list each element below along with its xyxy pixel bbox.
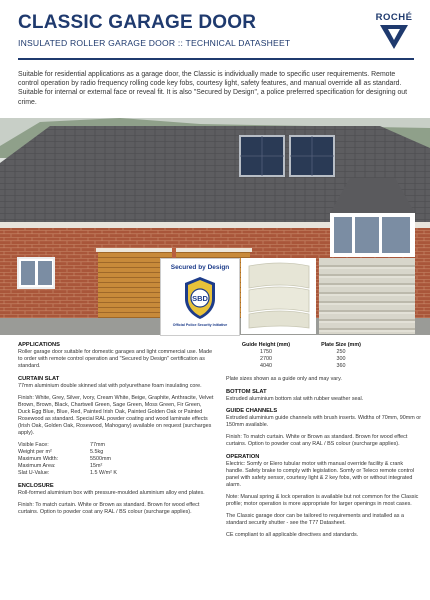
operation-note: Note: Manual spring & lock operation is available but not common for the Classic profile; motor operation is more appropriate for larger openings in most cases. (226, 494, 419, 507)
ce-compliance-text: CE compliant to all applicable directives and standards. (226, 532, 359, 538)
plate-size-header: Plate Size (mm) (321, 342, 361, 348)
left-column (18, 342, 214, 516)
spec-row: Visible Face: 77mm (18, 442, 105, 448)
spec-row: Weight per m² 5.5kg (18, 449, 104, 455)
curtain-slat-text: 77mm aluminium double skinned slat with polyurethane foam insulating core. (18, 383, 202, 389)
applications-heading: APPLICATIONS (18, 342, 60, 348)
page-title: CLASSIC GARAGE DOOR (18, 12, 257, 33)
header-divider (18, 58, 414, 60)
right-column (226, 342, 422, 539)
bottom-slat-text: Extruded aluminium bottom slat with rubber weather seal. (226, 396, 364, 402)
curtain-slat-heading: CURTAIN SLAT (18, 376, 60, 382)
plate-size-table (226, 342, 376, 370)
badge-title: Secured by Design (170, 264, 230, 271)
operation-text: Electric: Somfy or Elero tubular motor with manual override facility & crank handle. Safety brake to comply with legislation. Somfy or Teleco remote control panel with safety sensor, courtesy light & 2 key fobs, with or without integrated alarm. (226, 461, 415, 488)
slat-curtain-image (319, 258, 415, 334)
plate-table-header (226, 342, 376, 349)
bottom-slat-heading: BOTTOM SLAT (226, 389, 267, 395)
guide-channels-text: Extruded aluminium guide channels with brush inserts. Widths of 70mm, 90mm or 150mm available. (226, 415, 422, 428)
badge-caption: Official Police Security Initiative (172, 323, 228, 327)
table-row: 4040 360 (260, 363, 346, 369)
spec-table (18, 442, 117, 477)
secured-by-design-badge (160, 258, 240, 336)
badge-mark: SBD (192, 294, 208, 303)
guide-finish-text: Finish: To match curtain. White or Brown as standard. Brown for wood effect curtains. Option to powder coat any RAL / BS colour (surcharge applies). (226, 434, 408, 447)
page-subtitle: INSULATED ROLLER GARAGE DOOR :: TECHNICAL DATASHEET (18, 38, 291, 48)
header (0, 0, 430, 62)
spec-row: Maximum Area: 15m² (18, 463, 103, 469)
applications-text: Roller garage door suitable for domestic garages and light commercial use. Made to order with remote control operation and "Secured by Design" certification as standard. (18, 349, 213, 369)
spec-row: Slat U-Value: 1.5 W/m² K (18, 470, 117, 476)
enclosure-text: Roll-formed aluminium box with pressure-moulded aluminium alloy end plates. (18, 490, 205, 496)
slat-profile-image (241, 258, 316, 334)
spec-row: Maximum Width: 5500mm (18, 456, 111, 462)
enclosure-finish-text: Finish: To match curtain. White or Brown as standard. Brown for wood effect curtains. Option to powder coat any RAL / BS colour (surcharge applies). (18, 502, 200, 515)
plates-note: Plate sizes shown as a guide only and may vary. (226, 376, 342, 382)
enclosure-heading: ENCLOSURE (18, 483, 54, 489)
curtain-finish-text: Finish: White, Grey, Silver, Ivory, Cream White, Beige, Graphite, Anthracite, Velvet Brown, Brown, Black, Chartwell Green, Sage Green, Moss Green, Fir Green, Duck Egg Blue, Blue, Red, Painted Irish Oak, Painted Golden Oak or Painted Rosewood as standard. Special RAL powder coating and wood laminate effects (Irish Oak, Golden Oak, Rosewood, Mahogany) available on request (surcharges apply). (18, 395, 214, 436)
operation-heading: OPERATION (226, 454, 260, 460)
table-row: 1750 250 (260, 349, 346, 355)
logo-text: ROCHÉ (375, 12, 413, 23)
table-row: 2700 300 (260, 356, 346, 362)
police-shield-icon (183, 276, 217, 320)
guide-channels-heading: GUIDE CHANNELS (226, 408, 278, 414)
guide-height-header: Guide Height (mm) (241, 342, 291, 348)
tailored-text: The Classic garage door can be tailored to requirements and installed as a standard security shutter - see the T77 Datasheet. (226, 513, 404, 526)
logo-chevron-icon (380, 25, 408, 49)
intro-paragraph: Suitable for residential applications as a garage door, the Classic is individually made to specific user requirements. Remote control operation by radio frequency rolling code key fobs, courtesy light, safety features, and manual override all as standard. Suitable for internal or external face or reveal fit. It is also "Secured by Design", a police preferred specification for designing out crime. (18, 71, 408, 106)
